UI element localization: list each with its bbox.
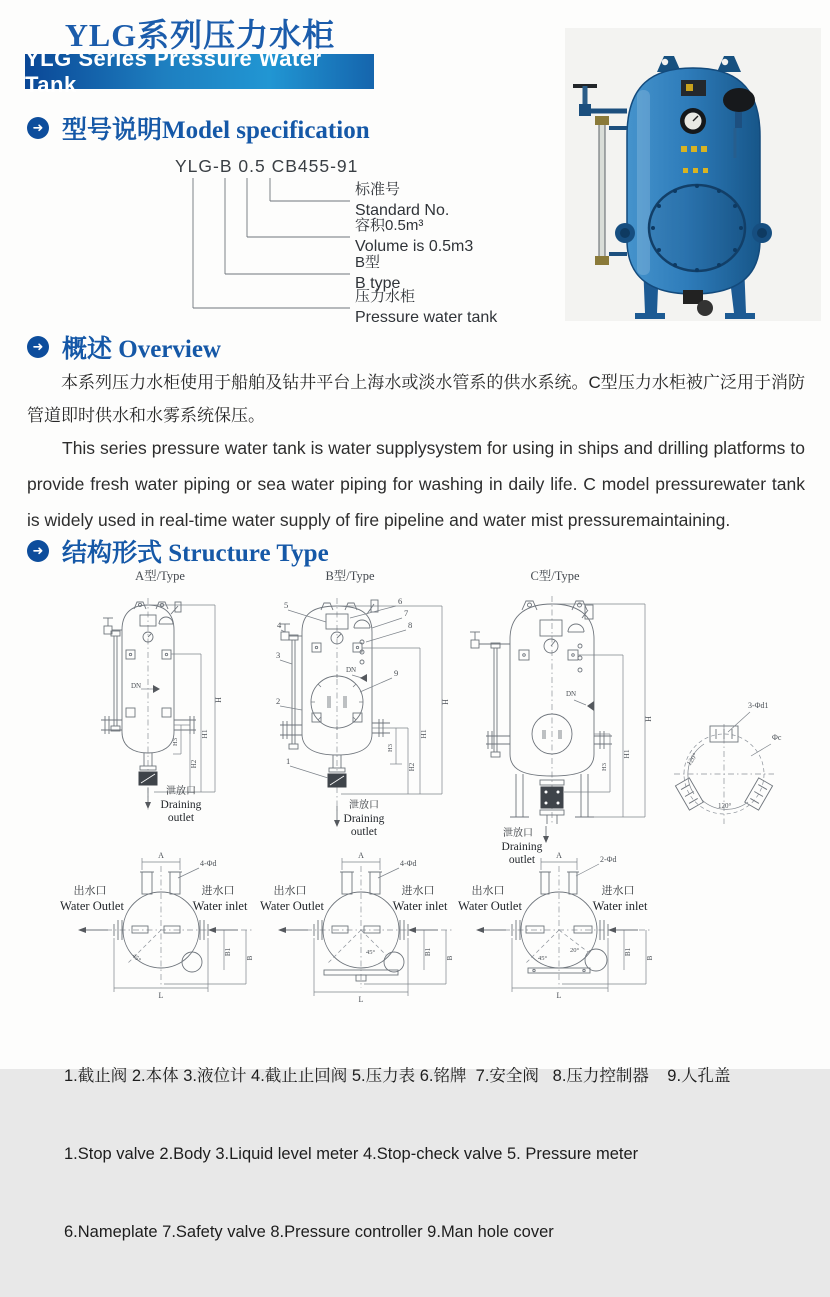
svg-text:9: 9 [394, 668, 399, 678]
draining-outlet-en: outlet [167, 812, 195, 824]
dim-dn: DN [131, 682, 142, 690]
manhole-cover [649, 184, 745, 272]
dim-h: H [214, 697, 223, 703]
svg-text:6: 6 [398, 596, 403, 606]
banner-text: YLG Series Pressure Water Tank [25, 45, 322, 97]
type-b-label: B型/Type [325, 569, 375, 583]
arrow-bullet-icon: ➜ [27, 336, 49, 358]
dim-b1: B1 [424, 947, 432, 957]
dim-45deg: 45° [130, 952, 142, 964]
dimension-lines [337, 606, 442, 794]
dim-20deg: 20° [570, 947, 580, 954]
section-title-overview: 概述 Overview [62, 336, 221, 363]
parts-legend [64, 1011, 804, 1297]
water-inlet-en: Water inlet [392, 899, 448, 913]
dim-b: B [646, 955, 654, 961]
legend-line-cn: 1.截止阀 2.本体 3.液位计 4.截止止回阀 5.压力表 6.铭牌 7.安全阀 8.压力控制器 9.人孔盖 [64, 1067, 731, 1085]
arrow-bullet-icon: ➜ [27, 117, 49, 139]
water-outlet-cn: 出水口 [73, 885, 107, 897]
plan-view-type-b [256, 846, 468, 1004]
draining-outlet-cn: 泄放口 [166, 786, 196, 797]
water-outlet-en: Water Outlet [458, 899, 522, 913]
model-label-cn: B型 [355, 254, 381, 271]
overview-paragraph-en: This series pressure water tank is water supplysystem for using in ships and drilling platforms to provide fresh water piping or sea water piping for washing in daily life. C model pressurewater tank is widely used in real-time water supply of fire pipeline and water mist pressuremaintaining. [27, 438, 805, 530]
dim-h2: H2 [190, 759, 198, 769]
dim-h3: H3 [387, 744, 394, 752]
page-title: YLG系列压力水柜 [64, 17, 336, 53]
model-number: YLG-B 0.5 CB455-91 [175, 156, 359, 176]
water-inlet-en: Water inlet [592, 899, 648, 913]
dimension-lines [148, 605, 215, 792]
pressure-gauge [680, 108, 706, 134]
draining-outlet-en: Draining [160, 799, 202, 811]
svg-text:8: 8 [408, 620, 413, 630]
dim-2-phi-d: 2-Φd [600, 855, 617, 864]
dim-b1: B1 [624, 947, 632, 957]
dim-45deg: 45° [538, 955, 548, 962]
dim-h: H [644, 716, 653, 722]
tank-outline [101, 602, 196, 770]
dim-120deg: 120° [718, 802, 732, 810]
svg-text:3: 3 [276, 650, 281, 660]
section-structure [27, 533, 329, 569]
draining-outlet-cn: 泄放口 [503, 828, 533, 839]
legend-line-en1: 1.Stop valve 2.Body 3.Liquid level meter 4.Stop-check valve 5. Pressure meter [64, 1145, 639, 1163]
dim-h2: H2 [408, 762, 416, 772]
draining-outlet-en: Draining [501, 841, 543, 853]
model-label-en: Volume is 0.5m3 [355, 238, 474, 255]
model-label-cn: 容积0.5m³ [355, 217, 424, 234]
dim-h3: H3 [601, 763, 608, 771]
product-photo [565, 28, 821, 321]
model-number-diagram [150, 150, 550, 328]
nameplate [681, 80, 706, 96]
plan-view-type-a [56, 846, 268, 1004]
dim-h3: H3 [172, 738, 179, 746]
type-c-label: C型/Type [530, 569, 580, 583]
water-outlet-en: Water Outlet [260, 899, 324, 913]
model-label-en: Pressure water tank [355, 309, 498, 326]
dim-3-phi-d1: 3-Φd1 [748, 701, 769, 710]
dim-a: A [556, 851, 562, 860]
dim-4-phi-d: 4-Φd [400, 859, 417, 868]
drawing-type-b [272, 582, 462, 850]
svg-text:5: 5 [284, 600, 289, 610]
dim-dn: DN [346, 666, 357, 674]
draining-outlet-en: Draining [343, 813, 385, 825]
svg-text:7: 7 [404, 608, 409, 618]
dim-a: A [158, 851, 164, 860]
arrow-bullet-icon: ➜ [27, 540, 49, 562]
model-label-en: Standard No. [355, 202, 450, 219]
dim-h1: H1 [622, 749, 631, 759]
dim-phi-c: Φc [772, 733, 782, 742]
water-outlet-en: Water Outlet [60, 899, 124, 913]
overview-paragraph-cn: 本系列压力水柜使用于船舶及钻井平台上海水或淡水管系的供水系统。C型压力水柜被广泛用于消防管道即时供水和水雾系统保压。 [27, 373, 805, 425]
dim-4-phi-d: 4-Φd [200, 859, 217, 868]
dim-45deg: 45° [366, 949, 376, 956]
draining-outlet-cn: 泄放口 [349, 800, 379, 811]
model-label-cn: 压力水柜 [355, 288, 416, 305]
dim-a: A [358, 851, 364, 860]
dim-l: L [358, 995, 364, 1004]
section-model-spec [27, 110, 370, 146]
dim-b: B [246, 955, 254, 961]
water-inlet-cn: 进水口 [401, 885, 435, 897]
section-title-model-spec: 型号说明Model specification [62, 117, 370, 144]
draining-outlet-en: outlet [508, 854, 536, 866]
section-overview [27, 329, 221, 365]
section-title-structure: 结构形式 Structure Type [62, 540, 329, 567]
water-inlet-cn: 进水口 [601, 885, 635, 897]
draining-outlet-en: outlet [350, 826, 378, 838]
dim-h1: H1 [419, 729, 428, 739]
water-inlet-en: Water inlet [192, 899, 248, 913]
dim-b1: B1 [224, 947, 232, 957]
svg-text:4: 4 [277, 620, 282, 630]
water-outlet-cn: 出水口 [471, 885, 505, 897]
dim-b: B [446, 955, 454, 961]
dim-l: L [556, 991, 562, 1000]
water-outlet-cn: 出水口 [273, 885, 307, 897]
series-banner [25, 45, 374, 97]
dim-h1: H1 [200, 729, 209, 739]
model-label-en: B type [355, 275, 401, 292]
dim-120deg: 120° [685, 751, 700, 768]
dimension-lines [552, 604, 645, 817]
water-inlet-cn: 进水口 [201, 885, 235, 897]
svg-text:1: 1 [286, 756, 291, 766]
plan-view-type-c [454, 846, 669, 1004]
dim-h: H [441, 699, 450, 705]
dim-dn: DN [566, 690, 577, 698]
legend-line-en2: 6.Nameplate 7.Safety valve 8.Pressure controller 9.Man hole cover [64, 1223, 554, 1241]
drawing-type-c [460, 584, 665, 869]
svg-text:2: 2 [276, 696, 281, 706]
drawing-type-a [93, 582, 268, 832]
drawing-leg-top-view [652, 692, 802, 832]
dim-l: L [158, 991, 164, 1000]
type-a-label: A型/Type [135, 569, 185, 583]
model-label-cn: 标准号 [355, 181, 401, 198]
